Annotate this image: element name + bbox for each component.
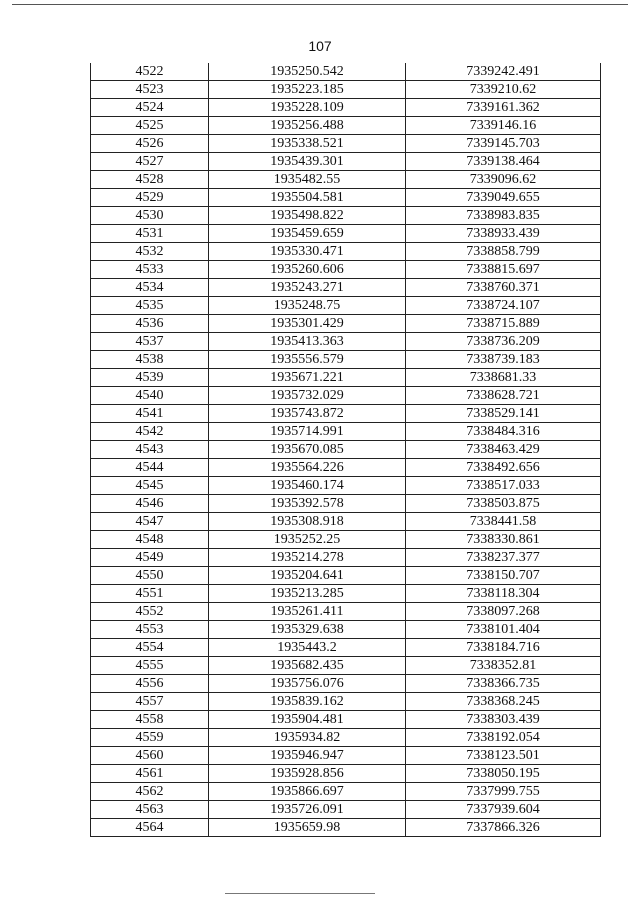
x-coordinate-cell: 1935726.091 <box>209 801 406 819</box>
x-coordinate-cell: 1935904.481 <box>209 711 406 729</box>
table-row <box>91 819 601 837</box>
y-coordinate-cell: 7339242.491 <box>406 63 601 81</box>
x-coordinate-cell: 1935756.076 <box>209 675 406 693</box>
table-row <box>91 261 601 279</box>
table-row <box>91 423 601 441</box>
x-coordinate-cell: 1935256.488 <box>209 117 406 135</box>
y-coordinate-cell: 7339146.16 <box>406 117 601 135</box>
y-coordinate-cell: 7338368.245 <box>406 693 601 711</box>
table-row <box>91 783 601 801</box>
table-row <box>91 495 601 513</box>
page-number: 107 <box>308 38 332 54</box>
x-coordinate-cell: 1935252.25 <box>209 531 406 549</box>
table-row <box>91 225 601 243</box>
table-row <box>91 153 601 171</box>
table-row <box>91 675 601 693</box>
x-coordinate-cell: 1935743.872 <box>209 405 406 423</box>
table-row <box>91 333 601 351</box>
point-number-cell: 4557 <box>91 693 209 711</box>
table-row <box>91 729 601 747</box>
table-row <box>91 99 601 117</box>
x-coordinate-cell: 1935214.278 <box>209 549 406 567</box>
y-coordinate-cell: 7338760.371 <box>406 279 601 297</box>
x-coordinate-cell: 1935928.856 <box>209 765 406 783</box>
point-number-cell: 4527 <box>91 153 209 171</box>
x-coordinate-cell: 1935243.271 <box>209 279 406 297</box>
y-coordinate-cell: 7338492.656 <box>406 459 601 477</box>
x-coordinate-cell: 1935250.542 <box>209 63 406 81</box>
point-number-cell: 4538 <box>91 351 209 369</box>
point-number-cell: 4558 <box>91 711 209 729</box>
point-number-cell: 4528 <box>91 171 209 189</box>
point-number-cell: 4534 <box>91 279 209 297</box>
y-coordinate-cell: 7338517.033 <box>406 477 601 495</box>
table-row <box>91 207 601 225</box>
x-coordinate-cell: 1935504.581 <box>209 189 406 207</box>
y-coordinate-cell: 7337999.755 <box>406 783 601 801</box>
y-coordinate-cell: 7339161.362 <box>406 99 601 117</box>
x-coordinate-cell: 1935338.521 <box>209 135 406 153</box>
x-coordinate-cell: 1935228.109 <box>209 99 406 117</box>
point-number-cell: 4545 <box>91 477 209 495</box>
table-row <box>91 801 601 819</box>
table-row <box>91 297 601 315</box>
table-row <box>91 477 601 495</box>
point-number-cell: 4561 <box>91 765 209 783</box>
x-coordinate-cell: 1935301.429 <box>209 315 406 333</box>
table-row <box>91 585 601 603</box>
x-coordinate-cell: 1935204.641 <box>209 567 406 585</box>
point-number-cell: 4525 <box>91 117 209 135</box>
y-coordinate-cell: 7338503.875 <box>406 495 601 513</box>
y-coordinate-cell: 7338330.861 <box>406 531 601 549</box>
point-number-cell: 4539 <box>91 369 209 387</box>
y-coordinate-cell: 7338715.889 <box>406 315 601 333</box>
point-number-cell: 4548 <box>91 531 209 549</box>
point-number-cell: 4556 <box>91 675 209 693</box>
x-coordinate-cell: 1935732.029 <box>209 387 406 405</box>
point-number-cell: 4560 <box>91 747 209 765</box>
point-number-cell: 4540 <box>91 387 209 405</box>
x-coordinate-cell: 1935946.947 <box>209 747 406 765</box>
y-coordinate-cell: 7339145.703 <box>406 135 601 153</box>
y-coordinate-cell: 7338237.377 <box>406 549 601 567</box>
table-row <box>91 531 601 549</box>
table-row <box>91 603 601 621</box>
point-number-cell: 4530 <box>91 207 209 225</box>
table-row <box>91 81 601 99</box>
x-coordinate-cell: 1935482.55 <box>209 171 406 189</box>
table-row <box>91 441 601 459</box>
table-row <box>91 117 601 135</box>
x-coordinate-cell: 1935213.285 <box>209 585 406 603</box>
y-coordinate-cell: 7338150.707 <box>406 567 601 585</box>
x-coordinate-cell: 1935260.606 <box>209 261 406 279</box>
table-row <box>91 243 601 261</box>
y-coordinate-cell: 7337866.326 <box>406 819 601 837</box>
table-row <box>91 747 601 765</box>
point-number-cell: 4543 <box>91 441 209 459</box>
point-number-cell: 4563 <box>91 801 209 819</box>
y-coordinate-cell: 7338184.716 <box>406 639 601 657</box>
x-coordinate-cell: 1935330.471 <box>209 243 406 261</box>
y-coordinate-cell: 7338484.316 <box>406 423 601 441</box>
point-number-cell: 4532 <box>91 243 209 261</box>
table-row <box>91 189 601 207</box>
y-coordinate-cell: 7338352.81 <box>406 657 601 675</box>
table-row <box>91 711 601 729</box>
point-number-cell: 4549 <box>91 549 209 567</box>
table-row <box>91 459 601 477</box>
x-coordinate-cell: 1935866.697 <box>209 783 406 801</box>
x-coordinate-cell: 1935671.221 <box>209 369 406 387</box>
point-number-cell: 4537 <box>91 333 209 351</box>
y-coordinate-cell: 7338123.501 <box>406 747 601 765</box>
point-number-cell: 4542 <box>91 423 209 441</box>
point-number-cell: 4522 <box>91 63 209 81</box>
y-coordinate-cell: 7338097.268 <box>406 603 601 621</box>
y-coordinate-cell: 7338366.735 <box>406 675 601 693</box>
x-coordinate-cell: 1935223.185 <box>209 81 406 99</box>
x-coordinate-cell: 1935460.174 <box>209 477 406 495</box>
point-number-cell: 4547 <box>91 513 209 531</box>
x-coordinate-cell: 1935248.75 <box>209 297 406 315</box>
y-coordinate-cell: 7338463.429 <box>406 441 601 459</box>
y-coordinate-cell: 7338529.141 <box>406 405 601 423</box>
x-coordinate-cell: 1935413.363 <box>209 333 406 351</box>
coordinates-table-body <box>91 63 601 837</box>
y-coordinate-cell: 7338815.697 <box>406 261 601 279</box>
table-row <box>91 567 601 585</box>
coordinates-table <box>90 63 601 837</box>
point-number-cell: 4533 <box>91 261 209 279</box>
x-coordinate-cell: 1935392.578 <box>209 495 406 513</box>
table-row <box>91 639 601 657</box>
bottom-border-line <box>225 893 375 894</box>
point-number-cell: 4544 <box>91 459 209 477</box>
point-number-cell: 4541 <box>91 405 209 423</box>
point-number-cell: 4564 <box>91 819 209 837</box>
y-coordinate-cell: 7338441.58 <box>406 513 601 531</box>
table-row <box>91 621 601 639</box>
x-coordinate-cell: 1935659.98 <box>209 819 406 837</box>
y-coordinate-cell: 7338933.439 <box>406 225 601 243</box>
y-coordinate-cell: 7338858.799 <box>406 243 601 261</box>
point-number-cell: 4536 <box>91 315 209 333</box>
point-number-cell: 4559 <box>91 729 209 747</box>
x-coordinate-cell: 1935439.301 <box>209 153 406 171</box>
point-number-cell: 4550 <box>91 567 209 585</box>
table-row <box>91 63 601 81</box>
table-row <box>91 171 601 189</box>
point-number-cell: 4553 <box>91 621 209 639</box>
table-row <box>91 549 601 567</box>
table-row <box>91 351 601 369</box>
point-number-cell: 4552 <box>91 603 209 621</box>
x-coordinate-cell: 1935308.918 <box>209 513 406 531</box>
y-coordinate-cell: 7338628.721 <box>406 387 601 405</box>
y-coordinate-cell: 7338192.054 <box>406 729 601 747</box>
x-coordinate-cell: 1935682.435 <box>209 657 406 675</box>
x-coordinate-cell: 1935564.226 <box>209 459 406 477</box>
x-coordinate-cell: 1935556.579 <box>209 351 406 369</box>
top-border-line <box>12 4 628 5</box>
point-number-cell: 4523 <box>91 81 209 99</box>
x-coordinate-cell: 1935670.085 <box>209 441 406 459</box>
point-number-cell: 4526 <box>91 135 209 153</box>
table-row <box>91 387 601 405</box>
point-number-cell: 4529 <box>91 189 209 207</box>
y-coordinate-cell: 7339049.655 <box>406 189 601 207</box>
point-number-cell: 4554 <box>91 639 209 657</box>
point-number-cell: 4555 <box>91 657 209 675</box>
point-number-cell: 4546 <box>91 495 209 513</box>
y-coordinate-cell: 7338101.404 <box>406 621 601 639</box>
y-coordinate-cell: 7339096.62 <box>406 171 601 189</box>
x-coordinate-cell: 1935498.822 <box>209 207 406 225</box>
x-coordinate-cell: 1935261.411 <box>209 603 406 621</box>
x-coordinate-cell: 1935329.638 <box>209 621 406 639</box>
point-number-cell: 4562 <box>91 783 209 801</box>
y-coordinate-cell: 7338118.304 <box>406 585 601 603</box>
y-coordinate-cell: 7338739.183 <box>406 351 601 369</box>
point-number-cell: 4524 <box>91 99 209 117</box>
point-number-cell: 4535 <box>91 297 209 315</box>
y-coordinate-cell: 7338983.835 <box>406 207 601 225</box>
table-row <box>91 513 601 531</box>
y-coordinate-cell: 7338736.209 <box>406 333 601 351</box>
point-number-cell: 4531 <box>91 225 209 243</box>
y-coordinate-cell: 7337939.604 <box>406 801 601 819</box>
x-coordinate-cell: 1935459.659 <box>209 225 406 243</box>
table-row <box>91 657 601 675</box>
y-coordinate-cell: 7339210.62 <box>406 81 601 99</box>
x-coordinate-cell: 1935443.2 <box>209 639 406 657</box>
y-coordinate-cell: 7339138.464 <box>406 153 601 171</box>
y-coordinate-cell: 7338681.33 <box>406 369 601 387</box>
x-coordinate-cell: 1935934.82 <box>209 729 406 747</box>
y-coordinate-cell: 7338303.439 <box>406 711 601 729</box>
y-coordinate-cell: 7338050.195 <box>406 765 601 783</box>
table-row <box>91 765 601 783</box>
x-coordinate-cell: 1935714.991 <box>209 423 406 441</box>
table-row <box>91 405 601 423</box>
point-number-cell: 4551 <box>91 585 209 603</box>
table-row <box>91 135 601 153</box>
table-row <box>91 693 601 711</box>
y-coordinate-cell: 7338724.107 <box>406 297 601 315</box>
table-row <box>91 279 601 297</box>
x-coordinate-cell: 1935839.162 <box>209 693 406 711</box>
table-row <box>91 369 601 387</box>
table-row <box>91 315 601 333</box>
